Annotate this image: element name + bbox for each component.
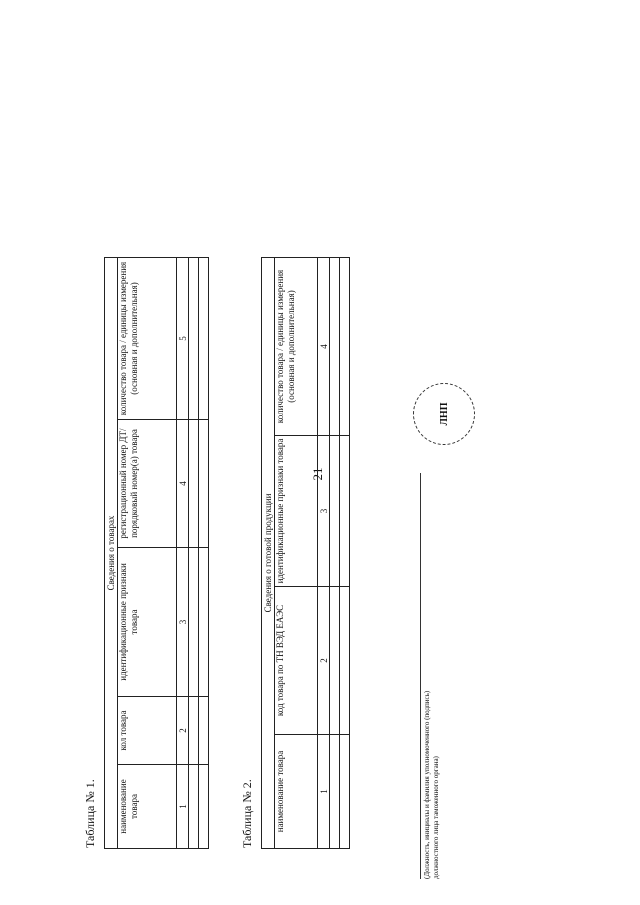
table1-num-4: 4 [177,420,189,548]
table1-caption: Таблица № 1. [83,779,97,848]
table2-num-3: 3 [318,436,330,587]
table2 [261,257,350,849]
table2-empty-row [340,258,350,849]
table2-num-1: 1 [318,735,330,849]
table1-num-1: 1 [177,765,189,849]
table2-col-ident: идентификационные признаки товара [275,436,318,587]
table1-col-amount: количество товара / единицы измерения (основная и дополнительная) [118,257,177,419]
table1-col-regnum: регистрационный номер ДТ/ порядковый номер(а) товара [118,420,177,548]
table2-col-amount: количество товара / единицы измерения (основная и дополнительная) [275,258,318,436]
table1-num-2: 2 [177,697,189,765]
table1-group-header: Сведения о товарах [105,257,118,848]
signature-caption-line1: (Должность, инициалы и фамилия уполномоченного (подпись) [423,690,431,879]
table1-number-row [177,257,189,848]
table2-col-name: наименование товара [275,735,318,849]
stamp-circle [413,383,475,445]
table1-header-row [118,257,177,848]
table2-empty-row [330,258,340,849]
table2-number-row [318,258,330,849]
signature-caption-line2: должностного лица таможенного органа) [432,756,440,879]
table1-empty-row [189,257,199,848]
table1-col-qty: кол товара [118,697,177,765]
table2-header-row [275,258,318,849]
stamp-label: ЛНП [438,402,450,426]
table2-col-code: код товара по ТН ВЭД ЕАЭС [275,587,318,735]
table2-num-4: 4 [318,258,330,436]
table1-empty-row [199,257,209,848]
signature-line [420,473,421,879]
table1-num-5: 5 [177,257,189,419]
table1-group-row [105,257,118,848]
table1-col-name: наименование товара [118,765,177,849]
table1-col-ident: идентификационные признаки товара [118,548,177,697]
page-number: 21 [310,467,325,481]
table2-group-row [262,258,275,849]
table2-num-2: 2 [318,587,330,735]
table2-caption: Таблица № 2. [240,779,254,848]
table1 [104,257,209,849]
table1-num-3: 3 [177,548,189,697]
table2-group-header: Сведения о готовой продукции [262,258,275,849]
